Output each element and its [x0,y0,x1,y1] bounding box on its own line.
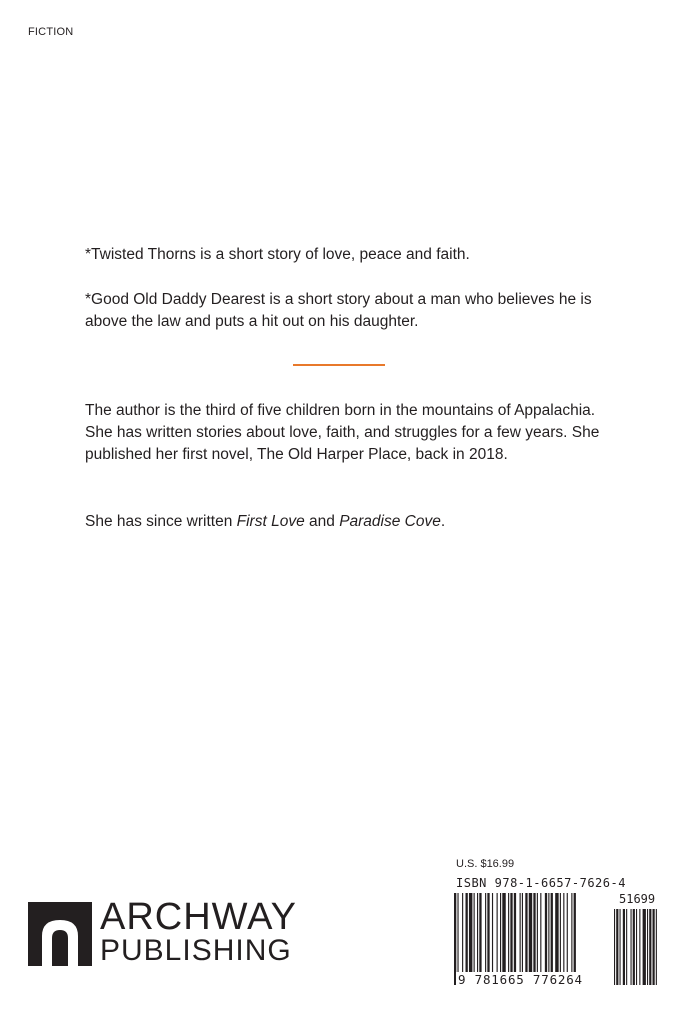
book-title-first-love: First Love [236,513,305,530]
archway-logo-icon [28,902,92,966]
section-divider [293,364,385,366]
publisher-name-line2: PUBLISHING [100,934,292,967]
barcode-addon-bar [631,909,632,985]
price-label: U.S. $16.99 [456,858,515,870]
barcode-addon-bar [643,909,646,985]
other-works-middle: and [304,513,340,530]
barcode-addon-bar [653,909,655,985]
barcode-addon-bar [614,909,615,985]
barcode-digits: 9 781665 776264 [458,972,583,987]
barcode-addon-bar [623,909,625,985]
barcode-addon-bar [616,909,618,985]
blurb-daddy-dearest: *Good Old Daddy Dearest is a short story about a man who believes he is above the law and puts a hit out on his daughter. [85,291,592,330]
publisher-name-line1: ARCHWAY [100,896,297,938]
barcode-addon-bar [649,909,651,985]
barcode-addon-bar [639,909,640,985]
barcode-addon-bar [626,909,627,985]
barcode-addon-bar [620,909,621,985]
other-works [85,511,605,533]
other-works-prefix: She has since written [85,513,237,530]
barcode-addon-bar [656,909,657,985]
barcode-addon-bar [636,909,637,985]
book-title-paradise-cove: Paradise Cove [339,513,441,530]
barcode-addon-bar [647,909,648,985]
barcode-addon: 51699 [619,892,656,906]
genre-label: FICTION [28,26,74,38]
blurb-twisted-thorns: *Twisted Thorns is a short story of love, peace and faith. [85,246,470,263]
barcode-addon-bar [633,909,635,985]
isbn-label: ISBN 978-1-6657-7626-4 [456,876,626,890]
other-works-suffix: . [440,513,446,530]
author-bio: The author is the third of five children born in the mountains of Appalachia. She has written stories about love, faith, and struggles for a few years. She published her first novel, The Old Harper Place, back in 2018. [85,402,600,463]
